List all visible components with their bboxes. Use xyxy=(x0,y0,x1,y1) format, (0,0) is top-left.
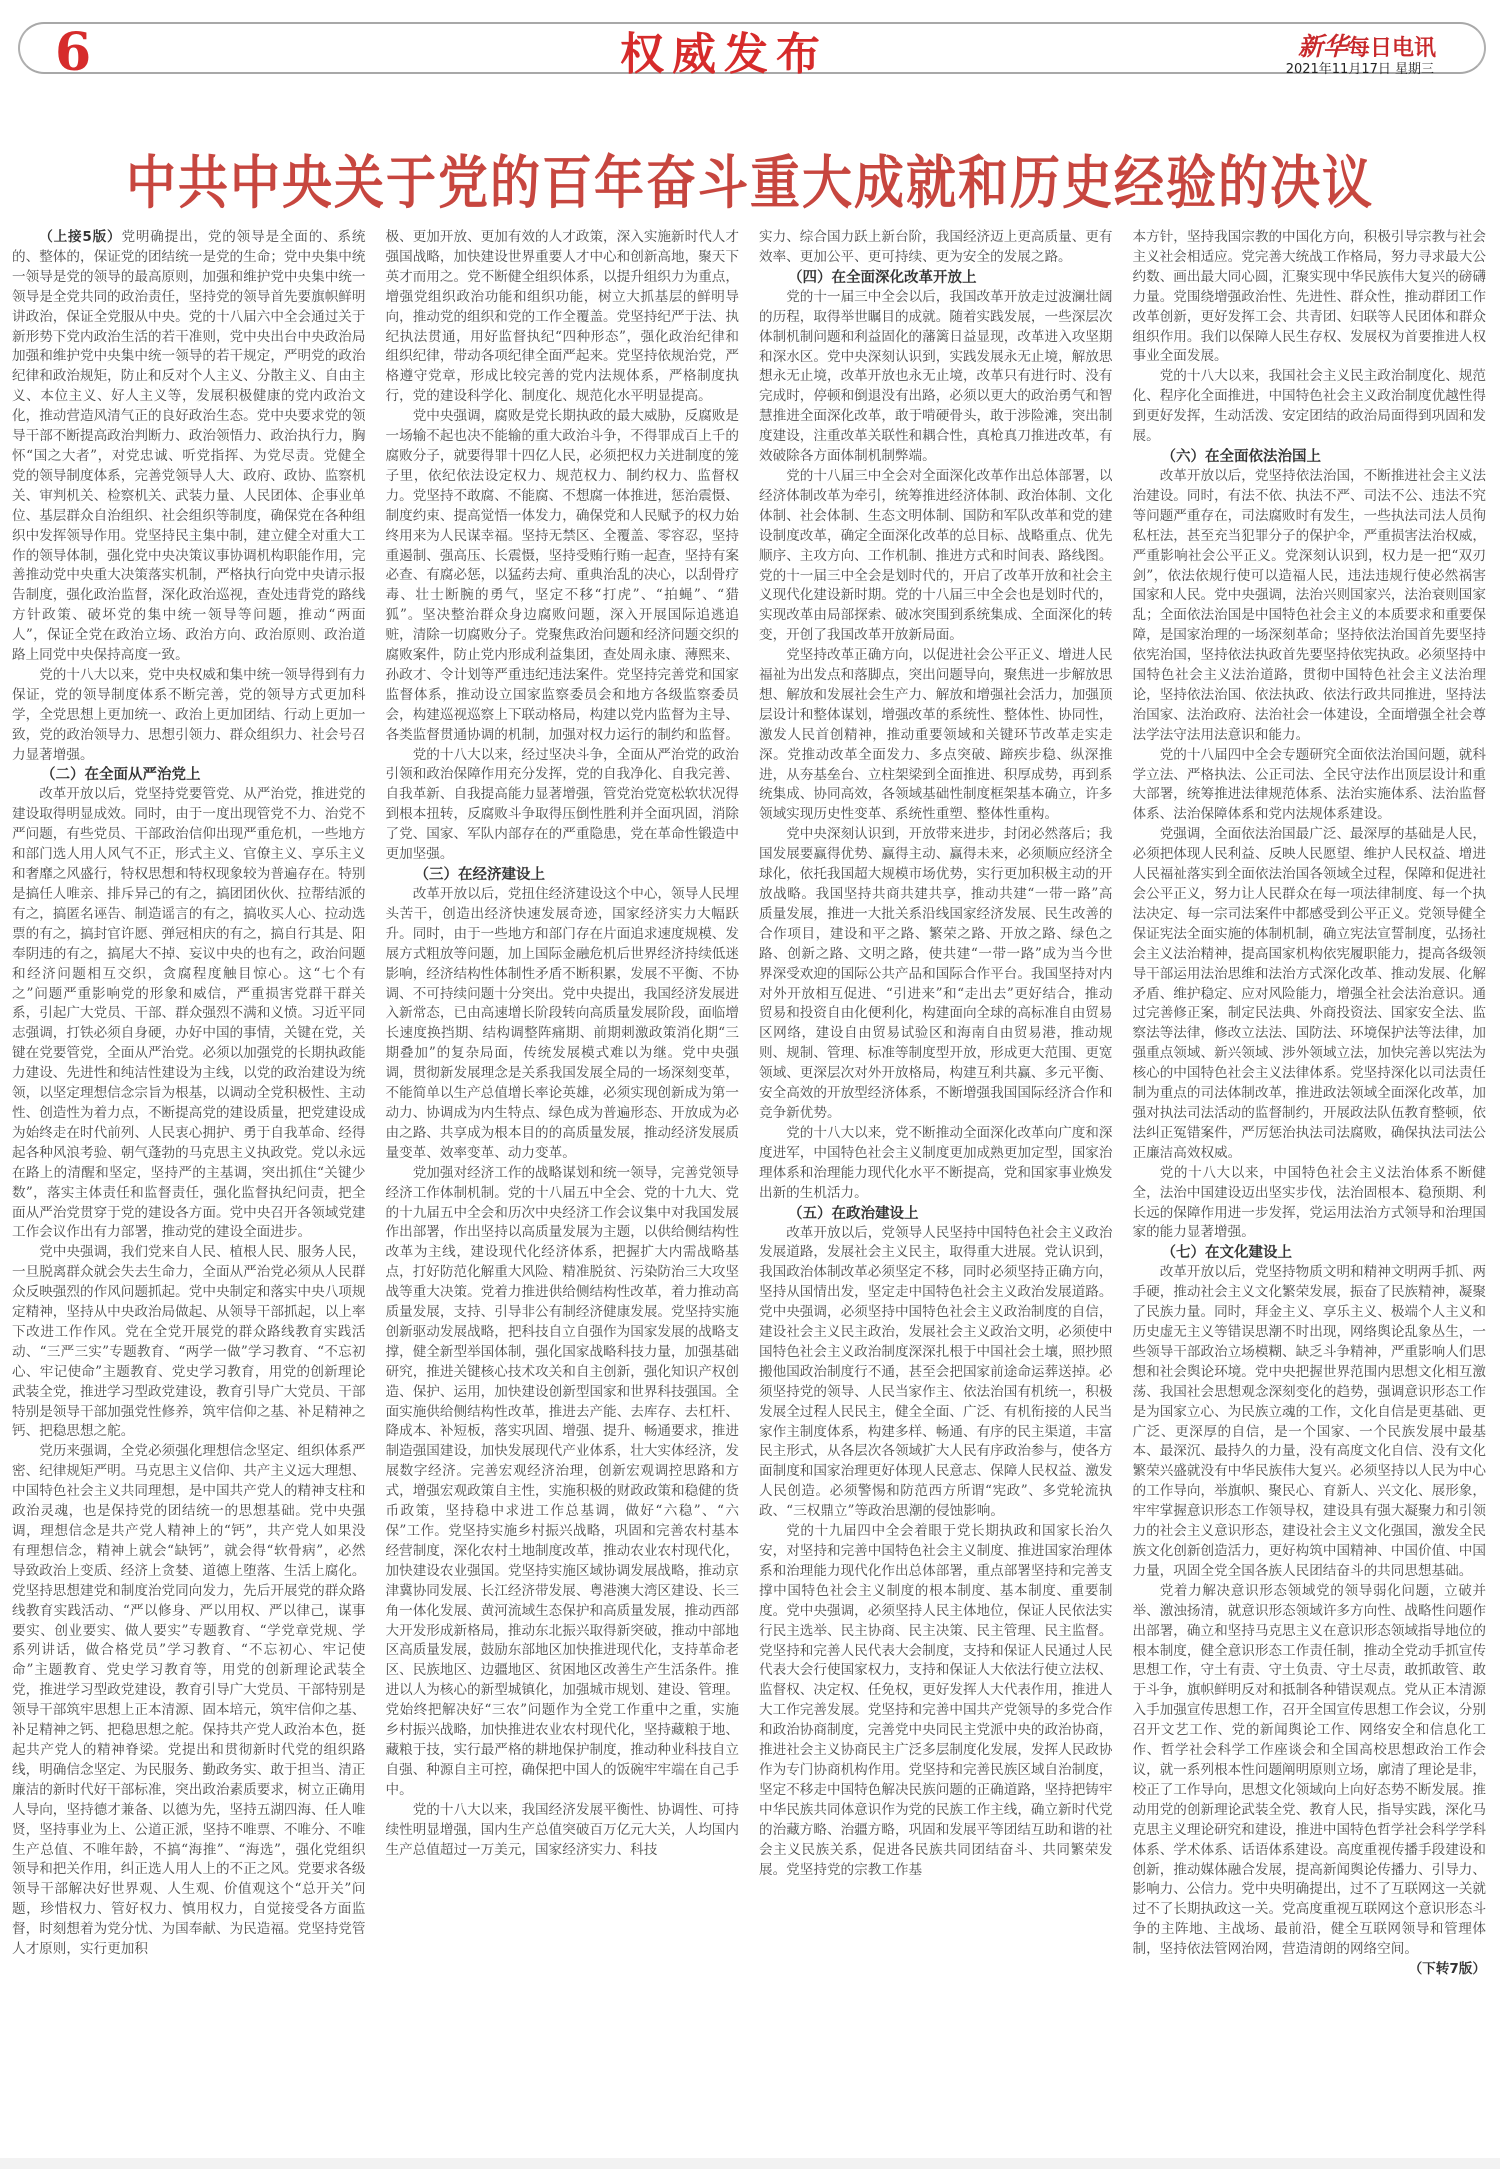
paragraph: 党的十八大以来，经过坚决斗争，全面从严治党的政治引领和政治保障作用充分发挥，党的自我净化、自我完善、自我革新、自我提高能力显著增强，管党治党宽松软状况得到根本扭转，反腐败斗争取得压倒性胜利并全面巩固，消除了党、国家、军队内部存在的严重隐患，党在革命性锻造中更加坚强。 xyxy=(385,746,739,863)
paragraph: 改革开放以后，党领导人民坚持中国特色社会主义政治发展道路，发展社会主义民主，取得重大进展。党认识到，我国政治体制改革必须坚定不移，同时必须坚持正确方向，坚持从国情出发，坚定走中国特色社会主义政治发展道路。党中央强调，必须坚持中国特色社会主义政治制度的自信，建设社会主义民主政治，发展社会主义政治文明，必须使中国特色社会主义政治制度深深扎根于中国社会土壤，照抄照搬他国政治制度行不通，甚至会把国家前途命运葬送掉。必须坚持党的领导、人民当家作主、依法治国有机统一，积极发展全过程人民民主，健全全面、广泛、有机衔接的人民当家作主制度体系，构建多样、畅通、有序的民主渠道，丰富民主形式，从各层次各领域扩大人民有序政治参与，使各方面制度和国家治理更好体现人民意志、保障人民权益、激发人民创造。必须警惕和防范西方所谓“宪政”、多党轮流执政、“三权鼎立”等政治思潮的侵蚀影响。 xyxy=(759,1224,1113,1520)
section-heading: （七）在文化建设上 xyxy=(1161,1245,1292,1262)
article-headline: 中共中央关于党的百年奋斗重大成就和历史经验的决议 xyxy=(126,149,1374,217)
section-heading: （六）在全面依法治国上 xyxy=(1161,448,1321,465)
paragraph: 党的十一届三中全会以后，我国改革开放走过波澜壮阔的历程，取得举世瞩目的成就。随着实践发展，一些深层次体制机制问题和利益固化的藩篱日益显现，改革进入攻坚期和深水区。党中央深刻认识到，实践发展永无止境，解放思想永无止境，改革开放也永无止境，改革只有进行时、没有完成时，停顿和倒退没有出路，必须以更大的政治勇气和智慧推进全面深化改革，敢于啃硬骨头，敢于涉险滩，突出制度建设，注重改革关联性和耦合性，真枪真刀推进改革，有效破除各方面体制机制弊端。 xyxy=(759,288,1113,465)
page-number: 6 xyxy=(55,22,92,83)
newspaper-logo xyxy=(1298,34,1436,61)
issue-date: 2021年11月17日 星期三 xyxy=(1285,62,1434,77)
column-2 xyxy=(386,228,740,2156)
paragraph: 党的十八届四中全会专题研究全面依法治国问题，就科学立法、严格执法、公正司法、全民守法作出顶层设计和重大部署，统筹推进法律规范体系、法治实施体系、法治监督体系、法治保障体系和党内法规体系建设。 xyxy=(1132,746,1486,823)
paragraph: 党强调，全面依法治国最广泛、最深厚的基础是人民，必须把体现人民利益、反映人民愿望、维护人民权益、增进人民福祉落实到全面依法治国各领域全过程，保障和促进社会公平正义，努力让人民群众在每一项法律制度、每一个执法决定、每一宗司法案件中都感受到公平正义。党领导健全保证宪法全面实施的体制机制，确立宪法宣誓制度，弘扬社会主义法治精神，提高国家机构依宪履职能力，提高各级领导干部运用法治思维和法治方式深化改革、推动发展、化解矛盾、维护稳定、应对风险能力，增强全社会法治意识。通过完善修正案，制定民法典、外商投资法、国家安全法、监察法等法律，修改立法法、国防法、环境保护法等法律，加强重点领域、新兴领域、涉外领域立法，加快完善以宪法为核心的中国特色社会主义法律体系。党坚持深化以司法责任制为重点的司法体制改革，推进政法领域全面深化改革，加强对执法司法活动的监督制约，开展政法队伍教育整顿，依法纠正冤错案件，严厉惩治执法司法腐败，确保执法司法公正廉洁高效权威。 xyxy=(1132,826,1486,1161)
page-footer-band xyxy=(0,2158,1500,2169)
paragraph: 改革开放以后，党坚持物质文明和精神文明两手抓、两手硬，推动社会主义文化繁荣发展，振奋了民族精神，凝聚了民族力量。同时，拜金主义、享乐主义、极端个人主义和历史虚无主义等错误思潮不时出现，网络舆论乱象丛生，一些领导干部政治立场模糊、缺乏斗争精神，严重影响人们思想和社会舆论环境。党中央把握世界范围内思想文化相互激荡、我国社会思想观念深刻变化的趋势，强调意识形态工作是为国家立心、为民族立魂的工作，文化自信是更基础、更广泛、更深厚的自信，是一个国家、一个民族发展中最基本、最深沉、最持久的力量，没有高度文化自信、没有文化繁荣兴盛就没有中华民族伟大复兴。必须坚持以人民为中心的工作导向，举旗帜、聚民心、育新人、兴文化、展形象，牢牢掌握意识形态工作领导权，建设具有强大凝聚力和引领力的社会主义意识形态，建设社会主义文化强国，激发全民族文化创新创造活力，更好构筑中国精神、中国价值、中国力量，巩固全党全国各族人民团结奋斗的共同思想基础。 xyxy=(1132,1264,1486,1579)
paragraph: 党的十八届三中全会对全面深化改革作出总体部署，以经济体制改革为牵引，统筹推进经济体制、政治体制、文化体制、社会体制、生态文明体制、国防和军队改革和党的建设制度改革，确定全面深化改革的总目标、战略重点、优先顺序、主攻方向、工作机制、推进方式和时间表、路线图。党的十一届三中全会是划时代的，开启了改革开放和社会主义现代化建设新时期。党的十八届三中全会也是划时代的，实现改革由局部探索、破冰突围到系统集成、全面深化的转变，开创了我国改革开放新局面。 xyxy=(759,467,1113,644)
paragraph: 党的十八大以来，党中央权威和集中统一领导得到有力保证，党的领导制度体系不断完善，党的领导方式更加科学，全党思想上更加统一、政治上更加团结、行动上更加一致，党的政治领导力、思想引领力、群众组织力、社会号召力显著增强。 xyxy=(12,666,366,763)
paragraph: 党的十八大以来，中国特色社会主义法治体系不断健全，法治中国建设迈出坚实步伐，法治固根本、稳预期、利长远的保障作用进一步发挥，党运用法治方式领导和治理国家的能力显著增强。 xyxy=(1132,1164,1486,1241)
logo-text: 每日电讯 xyxy=(1347,35,1436,61)
logo-script: 新华 xyxy=(1297,32,1348,61)
paragraph: 改革开放以后，党坚持党要管党、从严治党，推进党的建设取得明显成效。同时，由于一度出现管党不力、治党不严问题，有些党员、干部政治信仰出现严重危机，一些地方和部门选人用人风气不正，形式主义、官僚主义、享乐主义和奢靡之风盛行，特权思想和特权现象较为普遍存在。特别是搞任人唯亲、排斥异己的有之，搞团团伙伙、拉帮结派的有之，搞匿名诬告、制造谣言的有之，搞收买人心、拉动选票的有之，搞封官许愿、弹冠相庆的有之，搞自行其是、阳奉阴违的有之，搞尾大不掉、妄议中央的也有之，政治问题和经济问题相互交织，贪腐程度触目惊心。这“七个有之”问题严重影响党的形象和威信，严重损害党群干群关系，引起广大党员、干部、群众强烈不满和义愤。习近平同志强调，打铁必须自身硬，办好中国的事情，关键在党，关键在党要管党，全面从严治党。必须以加强党的长期执政能力建设、先进性和纯洁性建设为主线，以党的政治建设为统领，以坚定理想信念宗旨为根基，以调动全党积极性、主动性、创造性为着力点，不断提高党的建设质量，把党建设成为始终走在时代前列、人民衷心拥护、勇于自我革命、经得起各种风浪考验、朝气蓬勃的马克思主义执政党。党以永远在路上的清醒和坚定，坚持严的主基调，突出抓住“关键少数”，落实主体责任和监督责任，强化监督执纪问责，把全面从严治党贯穿于党的建设各方面。党中央召开各领域党建工作会议作出有力部署，推动党的建设全面进步。 xyxy=(12,786,366,1241)
section-heading: （四）在全面深化改革开放上 xyxy=(788,269,977,286)
paragraph: 实力、综合国力跃上新台阶，我国经济迈上更高质量、更有效率、更加公平、更可持续、更为安全的发展之路。 xyxy=(759,229,1113,265)
continued-to-label: （下转7版） xyxy=(1408,1961,1486,1978)
paragraph xyxy=(12,228,366,666)
continued-from-label: （上接5版） xyxy=(39,229,122,245)
paragraph: 极、更加开放、更加有效的人才政策，深入实施新时代人才强国战略，加快建设世界重要人才中心和创新高地，聚天下英才而用之。党不断健全组织体系，以提升组织力为重点，增强党组织政治功能和组织功能，树立大抓基层的鲜明导向，推动党的组织和党的工作全覆盖。党坚持纪严于法、执纪执法贯通，用好监督执纪“四种形态”，强化政治纪律和组织纪律，带动各项纪律全面严起来。党坚持依规治党，严格遵守党章，形成比较完善的党内法规体系，严格制度执行，党的建设科学化、制度化、规范化水平明显提高。 xyxy=(385,229,739,405)
paragraph: 党中央深刻认识到，开放带来进步，封闭必然落后；我国发展要赢得优势、赢得主动、赢得未来，必须顺应经济全球化，依托我国超大规模市场优势，实行更加积极主动的开放战略。我国坚持共商共建共享，推动共建“一带一路”高质量发展，推进一大批关系沿线国家经济发展、民生改善的合作项目，建设和平之路、繁荣之路、开放之路、绿色之路、创新之路、文明之路，使共建“一带一路”成为当今世界深受欢迎的国际公共产品和国际合作平台。我国坚持对内对外开放相互促进、“引进来”和“走出去”更好结合，推动贸易和投资自由化便利化，构建面向全球的高标准自由贸易区网络，建设自由贸易试验区和海南自由贸易港，推动规则、规制、管理、标准等制度型开放，形成更大范围、更宽领域、更深层次对外开放格局，构建互利共赢、多元平衡、安全高效的开放型经济体系，不断增强我国国际经济合作和竞争新优势。 xyxy=(759,826,1113,1121)
paragraph: 党的十九届四中全会着眼于党长期执政和国家长治久安，对坚持和完善中国特色社会主义制度、推进国家治理体系和治理能力现代化作出总体部署，重点部署坚持和完善支撑中国特色社会主义制度的根本制度、基本制度、重要制度。党中央强调，必须坚持人民主体地位，保证人民依法实行民主选举、民主协商、民主决策、民主管理、民主监督。党坚持和完善人民代表大会制度，支持和保证人民通过人民代表大会行使国家权力，支持和保证人大依法行使立法权、监督权、决定权、任免权，更好发挥人大代表作用，推进人大工作完善发展。党坚持和完善中国共产党领导的多党合作和政治协商制度，完善党中央同民主党派中央的政治协商，推进社会主义协商民主广泛多层制度化发展，发挥人民政协作为专门协商机构作用。党坚持和完善民族区域自治制度，坚定不移走中国特色解决民族问题的正确道路，坚持把铸牢中华民族共同体意识作为党的民族工作主线，确立新时代党的治藏方略、治疆方略，巩固和发展平等团结互助和谐的社会主义民族关系，促进各民族共同团结奋斗、共同繁荣发展。党坚持党的宗教工作基 xyxy=(759,1523,1113,1878)
paragraph: 本方针，坚持我国宗教的中国化方向，积极引导宗教与社会主义社会相适应。党完善大统战工作格局，努力寻求最大公约数、画出最大同心圆，汇聚实现中华民族伟大复兴的磅礴力量。党围绕增强政治性、先进性、群众性，推动群团工作改革创新，更好发挥工会、共青团、妇联等人民团体和群众组织作用。我们以保障人民生存权、发展权为首要推进人权事业全面发展。 xyxy=(1132,229,1486,365)
paragraph: 党的十八大以来，党不断推动全面深化改革向广度和深度进军，中国特色社会主义制度更加成熟更加定型，国家治理体系和治理能力现代化水平不断提高，党和国家事业焕发出新的生机活力。 xyxy=(759,1124,1113,1201)
paragraph: 党的十八大以来，我国社会主义民主政治制度化、规范化、程序化全面推进，中国特色社会主义政治制度优越性得到更好发挥，生动活泼、安定团结的政治局面得到巩固和发展。 xyxy=(1132,368,1486,445)
paragraph: 党着力解决意识形态领域党的领导弱化问题，立破并举、激浊扬清，就意识形态领域许多方向性、战略性问题作出部署，确立和坚持马克思主义在意识形态领域指导地位的根本制度，健全意识形态工作责任制，推动全党动手抓宣传思想工作，守土有责、守土负责、守土尽责，敢抓敢管、敢于斗争，旗帜鲜明反对和抵制各种错误观点。党从正本清源入手加强宣传思想工作，召开全国宣传思想工作会议，分别召开文艺工作、党的新闻舆论工作、网络安全和信息化工作、哲学社会科学工作座谈会和全国高校思想政治工作会议，就一系列根本性问题阐明原则立场，廓清了理论是非，校正了工作导向，思想文化领域向上向好态势不断发展。推动用党的创新理论武装全党、教育人民，指导实践，深化马克思主义理论研究和建设，推进中国特色哲学社会科学学科体系、学术体系、话语体系建设。高度重视传播手段建设和创新，推动媒体融合发展，提高新闻舆论传播力、引导力、影响力、公信力。党中央明确提出，过不了互联网这一关就过不了长期执政这一关。党高度重视互联网这个意识形态斗争的主阵地、主战场、最前沿，健全互联网领导和管理体制，坚持依法管网治网，营造清朗的网络空间。 （下转7版） xyxy=(1133,1582,1487,1960)
paragraph: 党加强对经济工作的战略谋划和统一领导，完善党领导经济工作体制机制。党的十八届五中全会、党的十九大、党的十九届五中全会和历次中央经济工作会议集中对我国发展作出部署，作出坚持以高质量发展为主题，以供给侧结构性改革为主线，建设现代化经济体系，把握扩大内需战略基点，打好防范化解重大风险、精准脱贫、污染防治三大攻坚战等重大决策。党着力推进供给侧结构性改革，着力推动高质量发展，支持、引导非公有制经济健康发展。党坚持实施创新驱动发展战略，把科技自立自强作为国家发展的战略支撑，健全新型举国体制，强化国家战略科技力量，加强基础研究，推进关键核心技术攻关和自主创新，强化知识产权创造、保护、运用，加快建设创新型国家和世界科技强国。全面实施供给侧结构性改革，推进去产能、去库存、去杠杆、降成本、补短板，落实巩固、增强、提升、畅通要求，推进制造强国建设，加快发展现代产业体系，壮大实体经济，发展数字经济。完善宏观经济治理，创新宏观调控思路和方式，增强宏观政策自主性，实施积极的财政政策和稳健的货币政策，坚持稳中求进工作总基调，做好“六稳”、“六保”工作。党坚持实施乡村振兴战略，巩固和完善农村基本经营制度，深化农村土地制度改革，推动农业农村现代化，加快建设农业强国。党坚持实施区域协调发展战略，推动京津冀协同发展、长江经济带发展、粤港澳大湾区建设、长三角一体化发展、黄河流域生态保护和高质量发展，推动西部大开发形成新格局，推动东北振兴取得新突破，推动中部地区高质量发展，鼓励东部地区加快推进现代化，支持革命老区、民族地区、边疆地区、贫困地区改善生产生活条件。推进以人为核心的新型城镇化，加强城市规划、建设、管理。党始终把解决好“三农”问题作为全党工作重中之重，实施乡村振兴战略，加快推进农业农村现代化，坚持藏粮于地、藏粮于技，实行最严格的耕地保护制度，推动种业科技自立自强、种源自主可控，确保把中国人的饭碗牢牢端在自己手中。 xyxy=(385,1164,739,1798)
paragraph: 党坚持改革正确方向，以促进社会公平正义、增进人民福祉为出发点和落脚点，突出问题导向，聚焦进一步解放思想、解放和发展社会生产力、解放和增强社会活力，加强顶层设计和整体谋划，增强改革的系统性、整体性、协同性，激发人民首创精神，推动重要领域和关键环节改革走实走深。党推动改革全面发力、多点突破、蹄疾步稳、纵深推进，从夯基垒台、立柱架梁到全面推进、积厚成势，再到系统集成、协同高效，各领域基础性制度框架基本确立，许多领域实现历史性变革、系统性重塑、整体性重构。 xyxy=(759,647,1113,823)
section-heading: （五）在政治建设上 xyxy=(788,1205,919,1222)
section-title: 权威发布 xyxy=(620,29,828,80)
section-heading: （三）在经济建设上 xyxy=(414,867,545,883)
article-body xyxy=(12,228,1486,2156)
column-3 xyxy=(759,228,1113,2156)
paragraph: 党中央强调，我们党来自人民、植根人民、服务人民，一旦脱离群众就会失去生命力，全面从严治党必须从人民群众反映强烈的作风问题抓起。党中央制定和落实中央八项规定精神，坚持从中央政治局做起、从领导干部抓起，以上率下改进工作作风。党在全党开展党的群众路线教育实践活动、“三严三实”专题教育、“两学一做”学习教育、“不忘初心、牢记使命”主题教育、党史学习教育，用党的创新理论武装全党，推进学习型政党建设，教育引导广大党员、干部特别是领导干部加强党性修养，筑牢信仰之基、补足精神之钙、把稳思想之舵。 xyxy=(12,1244,366,1440)
column-4 xyxy=(1133,228,1487,2156)
paragraph: 党的十八大以来，我国经济发展平衡性、协调性、可持续性明显增强，国内生产总值突破百万亿元大关，人均国内生产总值超过一万美元，国家经济实力、科技 xyxy=(385,1801,739,1858)
paragraph: 改革开放以后，党坚持依法治国，不断推进社会主义法治建设。同时，有法不依、执法不严、司法不公、违法不究等问题严重存在，司法腐败时有发生，一些执法司法人员徇私枉法，甚至充当犯罪分子的保护伞，严重损害法治权威，严重影响社会公平正义。党深刻认识到，权力是一把“双刃剑”，依法依规行使可以造福人民，违法违规行使必然祸害国家和人民。党中央强调，法治兴则国家兴，法治衰则国家乱；全面依法治国是中国特色社会主义的本质要求和重要保障，是国家治理的一场深刻革命；坚持依法治国首先要坚持依宪治国，坚持依法执政首先要坚持依宪执政。必须坚持中国特色社会主义法治道路，贯彻中国特色社会主义法治理论，坚持依法治国、依法执政、依法行政共同推进，坚持法治国家、法治政府、法治社会一体建设，全面增强全社会尊法学法守法用法意识和能力。 xyxy=(1132,467,1486,743)
column-1 xyxy=(12,228,366,2156)
paragraph-text: 党明确提出，党的领导是全面的、系统的、整体的，保证党的团结统一是党的生命；党中央集中统一领导是党的领导的最高原则，加强和维护党中央集中统一领导是全党共同的政治责任，坚持党的领导首先要旗帜鲜明讲政治，保证全党服从中央。党的十八届六中全会通过关于新形势下党内政治生活的若干准则，党中央出台中央政治局加强和维护党中央集中统一领导的若干规定，严明党的政治纪律和政治规矩，防止和反对个人主义、分散主义、自由主义、本位主义、好人主义等，发展积极健康的党内政治文化，推动营造风清气正的良好政治生态。党中央要求党的领导干部不断提高政治判断力、政治领悟力、政治执行力，胸怀“国之大者”，对党忠诚、听党指挥、为党尽责。党健全党的领导制度体系，完善党领导人大、政府、政协、监察机关、审判机关、检察机关、武装力量、人民团体、企事业单位、基层群众自治组织、社会组织等制度，确保党在各种组织中发挥领导作用。党坚持民主集中制，建立健全对重大工作的领导体制，强化党中央决策议事协调机构职能作用，完善推动党中央重大决策落实机制，严格执行向党中央请示报告制度，强化政治监督，深化政治巡视，查处违背党的路线方针政策、破坏党的集中统一领导等问题，推动“两面人”，保证全党在政治立场、政治方向、政治原则、政治道路上同党中央保持高度一致。 xyxy=(12,229,366,664)
paragraph: 改革开放以后，党扭住经济建设这个中心，领导人民埋头苦干，创造出经济快速发展奇迹，国家经济实力大幅跃升。同时，由于一些地方和部门存在片面追求速度规模、发展方式粗放等问题，加上国际金融危机后世界经济持续低迷影响，经济结构性体制性矛盾不断积累，发展不平衡、不协调、不可持续问题十分突出。党中央提出，我国经济发展进入新常态，已由高速增长阶段转向高质量发展阶段，面临增长速度换挡期、结构调整阵痛期、前期刺激政策消化期“三期叠加”的复杂局面，传统发展模式难以为继。党中央强调，贯彻新发展理念是关系我国发展全局的一场深刻变革，不能简单以生产总值增长率论英雄，必须实现创新成为第一动力、协调成为内生特点、绿色成为普遍形态、开放成为必由之路、共享成为根本目的的高质量发展，推动经济发展质量变革、效率变革、动力变革。 xyxy=(385,886,739,1161)
paragraph: 党历来强调，全党必须强化理想信念坚定、组织体系严密、纪律规矩严明。马克思主义信仰、共产主义远大理想、中国特色社会主义共同理想，是中国共产党人的精神支柱和政治灵魂，也是保持党的团结统一的思想基础。党中央强调，理想信念是共产党人精神上的“钙”，共产党人如果没有理想信念，精神上就会“缺钙”，就会得“软骨病”，必然导致政治上变质、经济上贪婪、道德上堕落、生活上腐化。党坚持思想建党和制度治党同向发力，先后开展党的群众路线教育实践活动、“严以修身、严以用权、严以律己，谋事要实、创业要实、做人要实”专题教育、“学党章党规、学系列讲话，做合格党员”学习教育、“不忘初心、牢记使命”主题教育、党史学习教育等，用党的创新理论武装全党，推进学习型政党建设，教育引导广大党员、干部特别是领导干部筑牢思想上正本清源、固本培元，筑牢信仰之基、补足精神之钙、把稳思想之舵。保持共产党人政治本色，挺起共产党人的精神脊梁。党提出和贯彻新时代党的组织路线，明确信念坚定、为民服务、勤政务实、敢于担当、清正廉洁的新时代好干部标准，突出政治素质要求，树立正确用人导向，坚持德才兼备、以德为先，坚持五湖四海、任人唯贤，坚持事业为上、公道正派，坚持不唯票、不唯分、不唯生产总值、不唯年龄，不搞“海推”、“海选”，强化党组织领导和把关作用，纠正选人用人上的不正之风。党要求各级领导干部解决好世界观、人生观、价值观这个“总开关”问题，珍惜权力、管好权力、慎用权力，自觉接受各方面监督，时刻想着为党分忧、为国奉献、为民造福。党坚持党管人才原则，实行更加积 xyxy=(12,1443,366,1958)
section-heading: （二）在全面从严治党上 xyxy=(41,767,201,784)
paragraph: 党中央强调，腐败是党长期执政的最大威胁，反腐败是一场输不起也决不能输的重大政治斗争，不得罪成百上千的腐败分子，就要得罪十四亿人民，必须把权力关进制度的笼子里，依纪依法设定权力、规范权力、制约权力、监督权力。党坚持不敢腐、不能腐、不想腐一体推进，惩治震慑、制度约束、提高觉悟一体发力，确保党和人民赋予的权力始终用来为人民谋幸福。坚持无禁区、全覆盖、零容忍，坚持重遏制、强高压、长震慑，坚持受贿行贿一起查，坚持有案必查、有腐必惩，以猛药去疴、重典治乱的决心，以刮骨疗毒、壮士断腕的勇气，坚定不移“打虎”、“拍蝇”、“猎狐”。坚决整治群众身边腐败问题，深入开展国际追逃追赃，清除一切腐败分子。党聚焦政治问题和经济问题交织的腐败案件，防止党内形成利益集团，查处周永康、薄熙来、孙政才、令计划等严重违纪违法案件。党坚持完善党和国家监督体系，推动设立国家监察委员会和地方各级监察委员会，构建巡视巡察上下联动格局，构建以党内监督为主导、各类监督贯通协调的机制，加强对权力运行的制约和监督。 xyxy=(385,408,739,743)
